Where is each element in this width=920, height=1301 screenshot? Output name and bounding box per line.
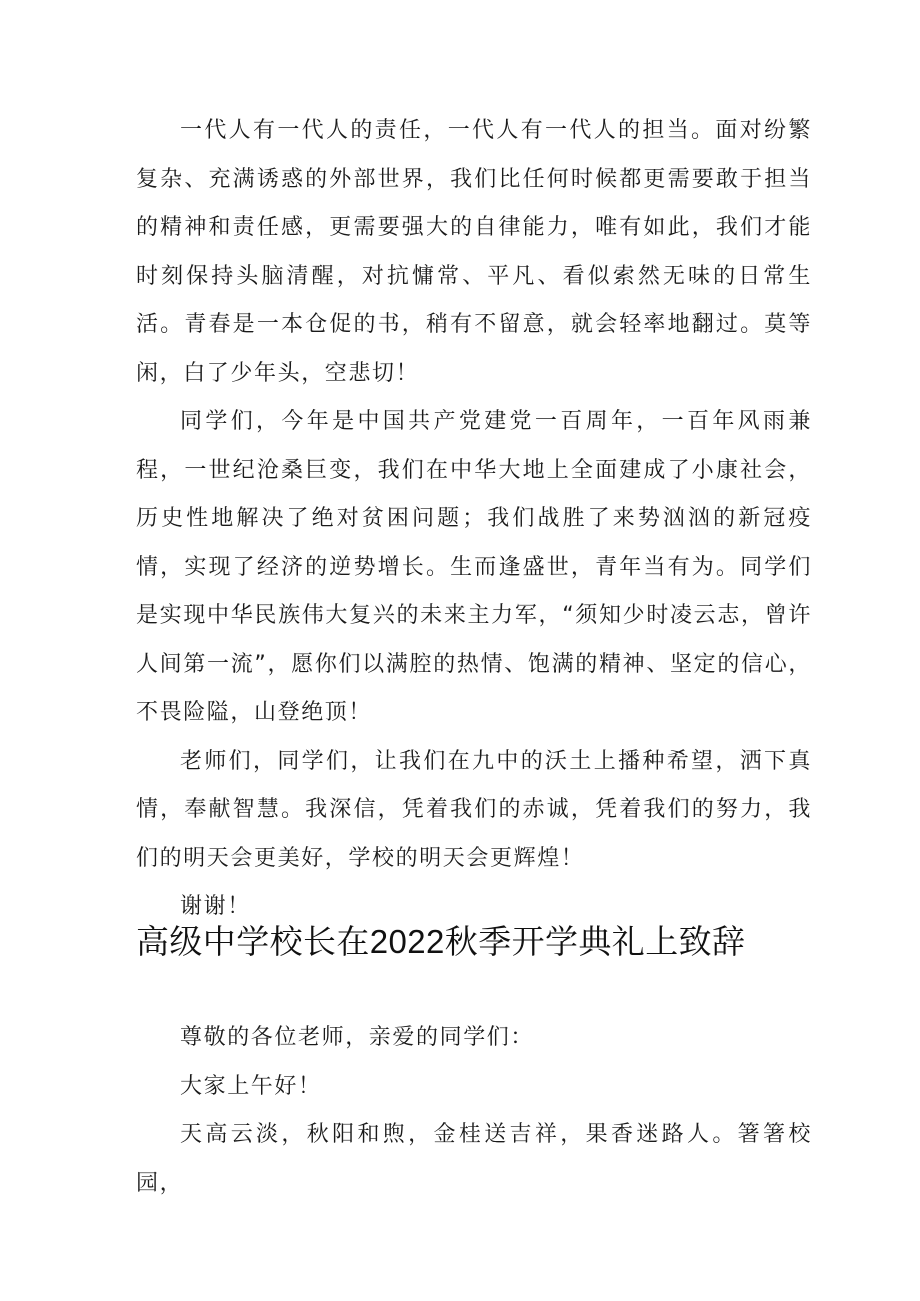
paragraph-hope: 老师们，同学们，让我们在九中的沃土上播种希望，洒下真情，奉献智慧。我深信，凭着我们的赤诚，凭着我们的努力，我们的明天会更美好，学校的明天会更辉煌！	[136, 748, 812, 871]
paragraph-responsibility: 一代人有一代人的责任，一代人有一代人的担当。面对纷繁复杂、充满诱惑的外部世界，我们比任何时候都更需要敢于担当的精神和责任感，更需要强大的自律能力，唯有如此，我们才能时刻保持头脑清醒，对抗慵常、平凡、看似索然无味的日常生活。青春是一本仓促的书，稍有不留意，就会轻率地翻过。莫等闲，白了少年头，空悲切！	[136, 118, 812, 386]
paragraph-centenary: 同学们，今年是中国共产党建党一百周年，一百年风雨兼程，一世纪沧桑巨变，我们在中华大地上全面建成了小康社会，历史性地解决了绝对贫困问题；我们战胜了来势汹汹的新冠疫情，实现了经济的逆势增长。生而逢盛世，青年当有为。同学们是实现中华民族伟大复兴的未来主力军，“须知少时凌云志，曾许人间第一流”，愿你们以满腔的热情、饱满的精神、坚定的信心，不畏险隘，山登绝顶！	[136, 409, 812, 725]
speech-opening-section	[136, 1014, 812, 1208]
speech-ending-section	[136, 107, 812, 932]
paragraph-greeting: 大家上午好！	[180, 1073, 322, 1099]
paragraph-opening: 天高云淡，秋阳和煦，金桂送吉祥，果香迷路人。箸箸校园，	[136, 1122, 812, 1196]
paragraph-salutation: 尊敬的各位老师，亲爱的同学们：	[180, 1025, 535, 1050]
speech-title: 高级中学校长在2022秋季开学典礼上致辞	[136, 923, 746, 960]
paragraph-thanks: 谢谢！	[180, 894, 251, 919]
